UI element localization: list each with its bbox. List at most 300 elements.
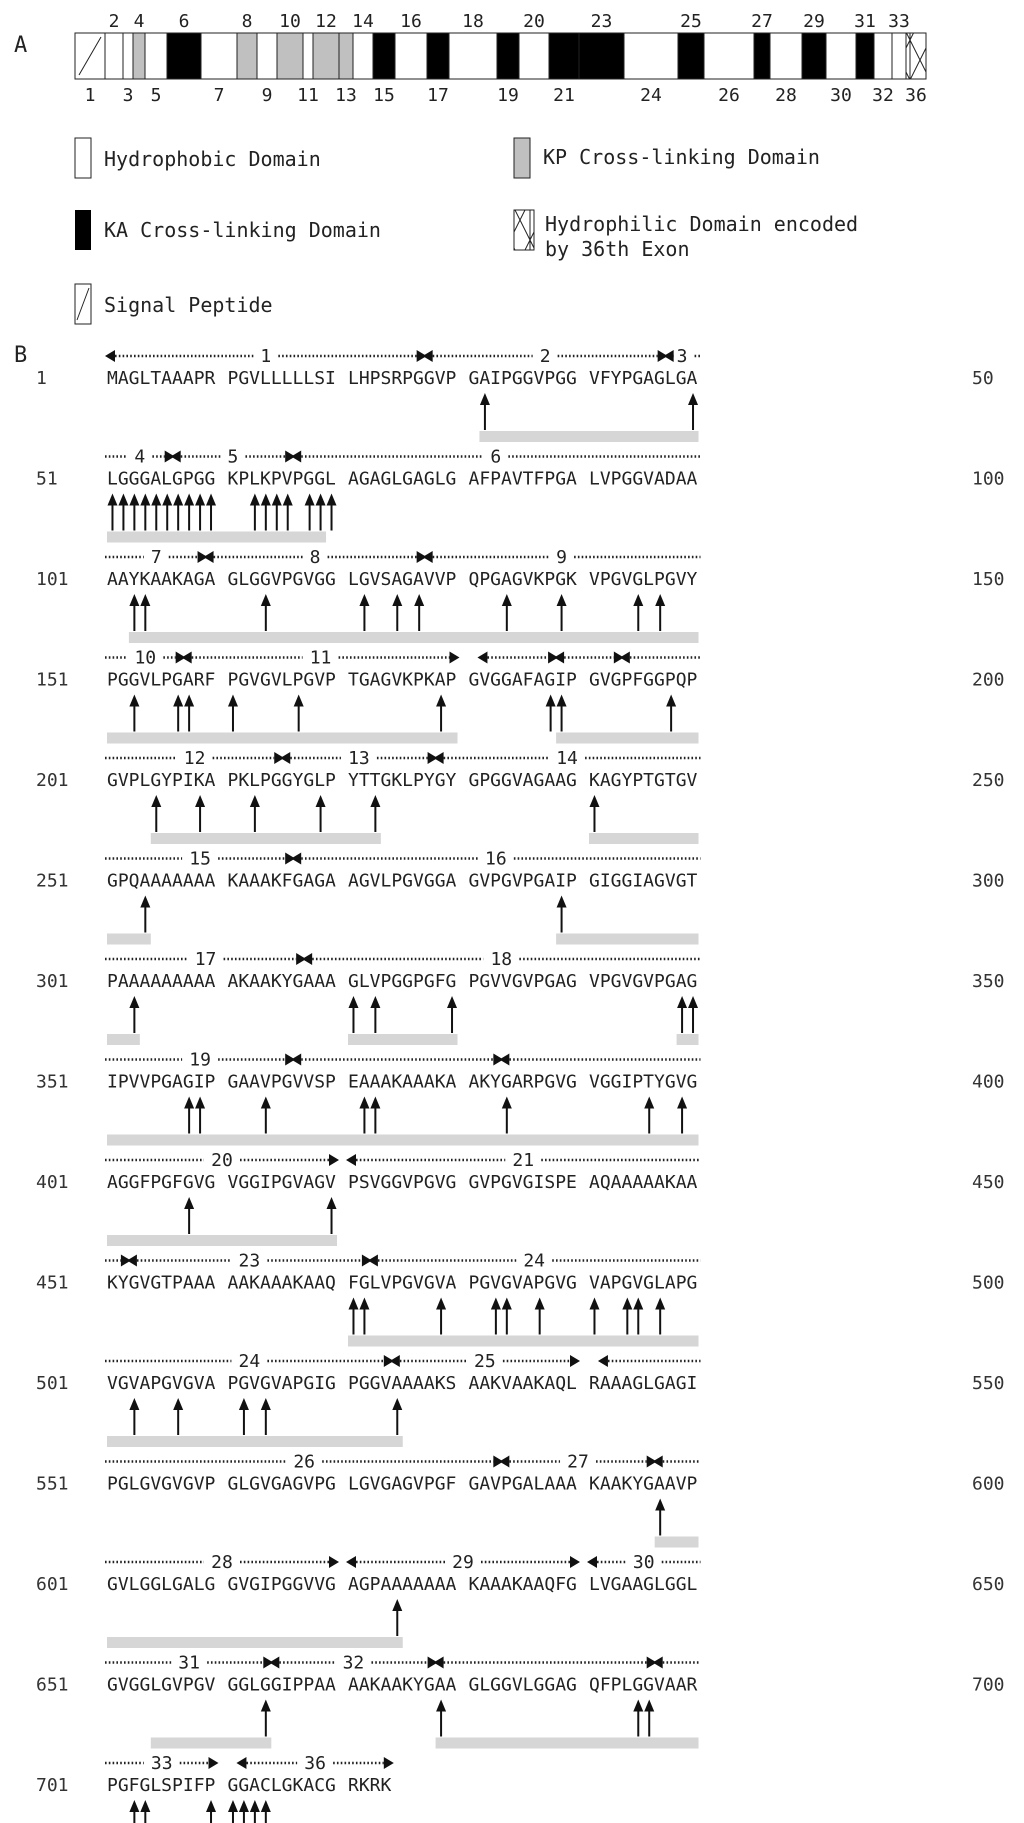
sequence-block: LVPGGVADAA <box>589 468 698 490</box>
row-start-number: 1 <box>36 368 47 389</box>
sequence-row-701 <box>36 1753 394 1823</box>
lysine-arrow <box>140 494 150 531</box>
sequence-block: AGAGLGAGLG <box>348 468 457 490</box>
exon-span-label: 10 <box>134 647 157 669</box>
exon-boundaries <box>105 1653 701 1674</box>
sequence-block: GVPGVPGAIP <box>468 870 577 892</box>
exon-span-label: 17 <box>194 949 217 970</box>
lysine-arrow <box>557 594 567 631</box>
exon-span <box>554 652 624 664</box>
exon-segment-36 <box>906 33 926 79</box>
sequence-block: KAAKYGAAVP <box>589 1473 698 1495</box>
sequence-block: GAVPGALAAA <box>468 1473 577 1495</box>
exon-segment-29 <box>802 33 826 79</box>
sequence-block: PSVGGVPGVG <box>348 1172 457 1193</box>
crosslink-highlight <box>655 1537 699 1548</box>
crosslink-highlight <box>348 1336 699 1347</box>
exon-number-24: 24 <box>640 85 662 106</box>
legend-label-hydrophilic-line2: by 36th Exon <box>545 237 690 261</box>
exon-segment-27 <box>754 33 770 79</box>
sequence-block: AGPAAAAAAA <box>348 1574 457 1595</box>
sequence-block: QPGAGVKPGK <box>468 569 577 590</box>
exon-span-14 <box>434 748 701 769</box>
sequence-block: GLGGVLGGAG <box>468 1674 577 1696</box>
legend-item-ka <box>75 210 381 250</box>
lysine-arrow <box>173 494 183 531</box>
row-start-number: 301 <box>36 971 69 992</box>
lysine-arrow <box>348 996 358 1033</box>
legend-swatch-kp <box>514 138 530 178</box>
sequence-block: GGACLGKACG <box>227 1775 336 1796</box>
lysine-arrow <box>480 393 490 430</box>
sequence-row-51 <box>36 447 1005 543</box>
lysine-arrow <box>184 1097 194 1134</box>
lysine-arrow <box>546 695 556 732</box>
sequence-block: GVGGAFAGIP <box>468 669 577 691</box>
sequence-row-451 <box>36 1251 1005 1347</box>
exon-span-label: 26 <box>293 1451 316 1473</box>
lysine-arrow <box>129 1398 139 1435</box>
crosslink-highlight <box>348 1034 458 1045</box>
exon-number-36: 36 <box>905 85 927 106</box>
exon-span-label: 11 <box>309 647 332 669</box>
lysine-arrow <box>261 594 271 631</box>
exon-segment-1 <box>75 33 105 79</box>
exon-boundaries <box>105 748 701 769</box>
lysine-arrow <box>392 1398 402 1435</box>
lysine-arrow <box>239 1398 249 1435</box>
sequence-block: LGVGAGVPGF <box>348 1473 457 1495</box>
exon-segment-4 <box>133 33 145 79</box>
sequence-block: LVGAAGLGGL <box>589 1574 698 1595</box>
sequence-row-101 <box>36 547 1005 643</box>
exon-boundaries <box>105 346 701 367</box>
crosslink-highlight <box>107 934 151 945</box>
exon-number-17: 17 <box>427 85 449 106</box>
sequence-block: VAPGVGLAPG <box>589 1272 698 1294</box>
sequence-block: GVGPFGGPQP <box>589 669 698 691</box>
exon-number-5: 5 <box>150 85 162 106</box>
exon-segment-30 <box>826 33 856 79</box>
exon-segment-16 <box>395 33 427 79</box>
lysine-arrow <box>261 494 271 531</box>
lysine-arrow <box>261 1398 271 1435</box>
crosslink-highlight <box>129 632 699 643</box>
row-start-number: 451 <box>36 1272 69 1294</box>
lysine-arrow <box>392 594 402 631</box>
row-start-number: 401 <box>36 1172 69 1193</box>
exon-span-9 <box>423 547 701 568</box>
exon-number-27: 27 <box>751 11 773 32</box>
exon-span-13 <box>280 748 437 769</box>
sequence-block: PGVVGVPGAG <box>468 971 577 992</box>
sequence-block: KAAAKAAQFG <box>468 1574 577 1595</box>
exon-span-label: 28 <box>211 1552 233 1573</box>
exon-segment-14 <box>353 33 373 79</box>
row-start-number: 551 <box>36 1473 69 1495</box>
exon-span-1 <box>105 346 427 367</box>
legend-item-hydrophilic <box>514 210 858 261</box>
sequence-block: GGLGGIPPAA <box>227 1674 336 1696</box>
exon-number-2: 2 <box>108 11 120 32</box>
lysine-arrow <box>184 494 194 531</box>
exon-boundaries <box>105 949 701 970</box>
exon-span <box>653 1456 701 1468</box>
lysine-arrow <box>228 695 238 732</box>
row-end-number: 450 <box>972 1172 1005 1193</box>
lysine-arrow <box>151 494 161 531</box>
exon-number-4: 4 <box>133 11 145 32</box>
exon-span-label: 1 <box>260 346 272 367</box>
lysine-arrow <box>261 1700 271 1737</box>
lysine-arrow <box>140 896 150 933</box>
crosslink-highlight <box>677 1034 699 1045</box>
sequence-block: YTTGKLPYGY <box>348 770 457 791</box>
lysine-arrow <box>436 1700 446 1737</box>
exon-span-26 <box>105 1452 503 1473</box>
row-start-number: 701 <box>36 1775 69 1796</box>
sequence-block: PGVGVAPGVG <box>468 1272 577 1294</box>
lysine-arrow <box>129 996 139 1033</box>
lysine-arrow <box>502 1298 512 1335</box>
crosslink-highlight <box>589 833 699 844</box>
exon-span <box>499 1054 700 1066</box>
exon-number-8: 8 <box>241 11 253 32</box>
lysine-arrow <box>129 594 139 631</box>
lysine-arrow <box>688 996 698 1033</box>
exon-span-31 <box>105 1653 273 1674</box>
sequence-block: GAAVPGVVSP <box>227 1071 336 1093</box>
exon-span-11 <box>182 648 460 669</box>
exon-span-8 <box>204 547 427 568</box>
lysine-arrow <box>359 1097 369 1134</box>
exon-number-32: 32 <box>872 85 894 106</box>
exon-span-label: 36 <box>304 1753 326 1774</box>
exon-number-1: 1 <box>84 85 96 106</box>
sequence-block: GVLGGLGALG <box>107 1574 216 1595</box>
lysine-arrow <box>250 795 260 832</box>
lysine-arrow <box>622 1298 632 1335</box>
lysine-arrow <box>129 695 139 732</box>
sequence-row-551 <box>36 1452 1005 1548</box>
exon-span-6 <box>291 447 700 468</box>
exon-span-3 <box>664 346 701 367</box>
exon-span-25 <box>390 1351 580 1372</box>
exon-number-11: 11 <box>297 85 319 106</box>
sequence-block: GIGGIAGVGT <box>589 870 698 892</box>
exon-span-label: 21 <box>512 1150 535 1171</box>
lysine-arrow <box>206 1800 216 1823</box>
lysine-arrow <box>184 1197 194 1234</box>
crosslink-highlight <box>151 1738 271 1749</box>
exon-number-14: 14 <box>352 11 374 32</box>
sequence-block: GPQAAAAAAA <box>107 870 216 892</box>
exon-number-31: 31 <box>854 11 876 32</box>
row-end-number: 150 <box>972 569 1005 590</box>
lysine-arrow <box>370 1097 380 1134</box>
row-end-number: 250 <box>972 770 1005 791</box>
lysine-arrow <box>140 594 150 631</box>
exon-span-label: 30 <box>632 1552 655 1573</box>
exon-span-label: 33 <box>150 1753 173 1774</box>
sequence-block: AQAAAAAKAA <box>589 1172 698 1193</box>
sequence-block: VGVAPGVGVA <box>107 1373 216 1394</box>
row-end-number: 200 <box>972 669 1005 691</box>
sequence-block: LHPSRPGGVP <box>348 368 457 389</box>
sequence-block: PAAAAAAAAA <box>107 971 216 992</box>
exon-span-24 <box>105 1351 394 1372</box>
lysine-arrow <box>491 1298 501 1335</box>
legend-swatch-hydrophilic <box>514 210 534 250</box>
exon-span-23 <box>127 1251 372 1272</box>
exon-span <box>620 652 701 664</box>
lysine-arrow <box>272 494 282 531</box>
row-end-number: 100 <box>972 468 1005 490</box>
exon-span-label: 14 <box>556 748 578 769</box>
exon-segment-17 <box>427 33 449 79</box>
exon-boundaries <box>105 447 701 468</box>
sequence-block: PGLGVGVGVP <box>107 1473 216 1495</box>
exon-span-label: 12 <box>183 748 206 769</box>
row-start-number: 351 <box>36 1071 69 1093</box>
row-end-number: 300 <box>972 870 1005 892</box>
sequence-block: LGVSAGAVVP <box>348 569 457 590</box>
exon-segment-21 <box>549 33 579 79</box>
exon-span-16 <box>291 849 700 870</box>
lysine-arrow <box>557 896 567 933</box>
legend-label-ka: KA Cross-linking Domain <box>104 218 381 242</box>
sequence-block: GPGGVAGAAG <box>468 770 577 791</box>
exon-number-21: 21 <box>553 85 575 106</box>
sequence-block: GVPLGYPIKA <box>107 770 216 791</box>
exon-segment-9 <box>257 33 277 79</box>
sequence-block: EAAAKAAAKA <box>348 1071 457 1093</box>
exon-number-18: 18 <box>462 11 484 32</box>
lysine-arrow <box>655 1499 665 1536</box>
exon-span-label: 23 <box>238 1250 261 1272</box>
lysine-arrow <box>655 594 665 631</box>
exon-number-25: 25 <box>680 11 702 32</box>
exon-segment-31 <box>856 33 874 79</box>
legend-label-hydrophobic: Hydrophobic Domain <box>104 147 321 171</box>
panel-a-label: A <box>14 33 28 58</box>
crosslink-highlight <box>107 1034 140 1045</box>
exon-span-5 <box>171 447 296 468</box>
sequence-block: VPGVGVPGAG <box>589 971 698 992</box>
sequence-block: PKLPGGYGLP <box>227 770 336 791</box>
exon-segment-19 <box>497 33 519 79</box>
sequence-block: FGLVPGVGVA <box>348 1272 457 1294</box>
sequence-row-1 <box>36 346 994 442</box>
exon-number-7: 7 <box>213 85 225 106</box>
lysine-arrow <box>392 1599 402 1636</box>
exon-number-29: 29 <box>803 11 825 32</box>
lysine-arrow <box>589 1298 599 1335</box>
sequence-block: PGVGVAPGIG <box>227 1373 336 1394</box>
exon-span-label: 19 <box>189 1049 211 1071</box>
exon-boundaries <box>105 648 701 669</box>
lysine-arrow <box>666 695 676 732</box>
exon-span-label: 18 <box>490 949 513 970</box>
row-end-number: 500 <box>972 1272 1005 1294</box>
lysine-arrow <box>502 1097 512 1134</box>
row-end-number: 600 <box>972 1473 1005 1495</box>
lysine-arrow <box>359 594 369 631</box>
lysine-arrow <box>316 795 326 832</box>
lysine-arrow <box>118 494 128 531</box>
lysine-arrow <box>359 1298 369 1335</box>
exon-number-9: 9 <box>261 85 273 106</box>
exon-span-label: 16 <box>485 848 507 870</box>
exon-number-33: 33 <box>888 11 910 32</box>
exon-span-36 <box>236 1753 393 1774</box>
row-start-number: 251 <box>36 870 69 892</box>
exon-span-10 <box>105 648 186 669</box>
legend-item-signal <box>75 284 273 324</box>
exon-segment-25 <box>678 33 704 79</box>
crosslink-highlight <box>556 934 698 945</box>
lysine-arrow <box>644 1700 654 1737</box>
exon-segment-8 <box>237 33 257 79</box>
lysine-arrow <box>677 1097 687 1134</box>
exon-span-label: 15 <box>189 848 211 870</box>
lysine-arrow <box>436 695 446 732</box>
sequence-block: GLVPGGPGFG <box>348 971 457 992</box>
lysine-arrow <box>151 795 161 832</box>
exon-span-label: 32 <box>342 1652 365 1674</box>
lysine-arrow <box>162 494 172 531</box>
sequence-block: QFPLGGVAAR <box>589 1674 698 1696</box>
exon-structure-bar <box>75 33 926 79</box>
lysine-arrow <box>557 695 567 732</box>
sequence-block: AGVLPGVGGA <box>348 870 457 892</box>
row-start-number: 51 <box>36 468 58 490</box>
exon-number-16: 16 <box>400 11 422 32</box>
exon-segment-33 <box>892 33 906 79</box>
sequence-block: KAGYPTGTGV <box>589 770 698 791</box>
crosslink-highlight <box>107 1235 337 1246</box>
lysine-arrow <box>173 1398 183 1435</box>
sequence-block: GVPGVGISPE <box>468 1172 577 1193</box>
legend-swatch-ka <box>75 210 91 250</box>
exon-number-23: 23 <box>590 11 613 32</box>
row-start-number: 651 <box>36 1674 69 1696</box>
exon-span-label: 31 <box>178 1652 200 1674</box>
lysine-arrow <box>261 1800 271 1823</box>
sequence-row-301 <box>36 949 1005 1045</box>
exon-span-label: 5 <box>227 446 239 468</box>
exon-span-32 <box>269 1653 437 1674</box>
lysine-arrow <box>502 594 512 631</box>
row-start-number: 601 <box>36 1574 69 1595</box>
sequence-block: PGVLLLLLSI <box>227 368 336 389</box>
exon-number-3: 3 <box>122 85 134 106</box>
crosslink-highlight <box>107 733 458 744</box>
legend-label-kp: KP Cross-linking Domain <box>543 145 820 169</box>
exon-span <box>291 1054 503 1066</box>
exon-span-label: 2 <box>539 346 551 367</box>
sequence-row-201 <box>36 748 1005 844</box>
lysine-arrow <box>414 594 424 631</box>
sequence-row-351 <box>36 1050 1005 1146</box>
exon-number-12: 12 <box>315 11 337 32</box>
sequence-row-151 <box>36 648 1005 744</box>
lysine-arrow <box>370 996 380 1033</box>
lysine-arrow <box>316 494 326 531</box>
exon-segment-7 <box>201 33 237 79</box>
exon-number-13: 13 <box>335 85 357 106</box>
sequence-block: AAYKAAKAGA <box>107 569 216 590</box>
sequence-block: AKAAKYGAAA <box>227 971 336 992</box>
sequence-row-401 <box>36 1150 1005 1246</box>
exon-boundaries <box>105 1552 701 1573</box>
sequence-block: PGGVAAAAKS <box>348 1373 457 1394</box>
exon-span-label: 13 <box>348 748 370 769</box>
panel-b-label: B <box>14 343 28 368</box>
sequence-block: GAIPGGVPGG <box>468 368 577 389</box>
lysine-arrow <box>107 494 117 531</box>
sequence-row-251 <box>36 849 1005 945</box>
sequence-block: AAKAAKYGAA <box>348 1674 457 1696</box>
lysine-arrow <box>633 1298 643 1335</box>
exon-boundaries <box>105 1251 701 1272</box>
lysine-arrow <box>688 393 698 430</box>
sequence-block: PGGVLPGARF <box>107 669 216 691</box>
exon-span <box>598 1355 701 1367</box>
row-end-number: 400 <box>972 1071 1005 1093</box>
sequence-block: PGVGVLPGVP <box>227 669 336 691</box>
lysine-arrow <box>250 1800 260 1823</box>
exon-span-15 <box>105 849 295 870</box>
exon-span-label: 6 <box>490 446 502 468</box>
row-start-number: 201 <box>36 770 69 791</box>
lysine-arrow <box>195 494 205 531</box>
exon-boundaries <box>105 1753 394 1774</box>
crosslink-highlight <box>107 1135 699 1146</box>
sequence-block: VGGIPGVAGV <box>227 1172 336 1193</box>
row-end-number: 650 <box>972 1574 1005 1595</box>
exon-segment-20 <box>519 33 549 79</box>
lysine-arrow <box>250 494 260 531</box>
lysine-arrow <box>633 1700 643 1737</box>
sequence-block: RKRK <box>348 1775 392 1796</box>
exon-segment-5 <box>145 33 167 79</box>
lysine-arrow <box>644 1097 654 1134</box>
sequence-block: GVGIPGGVVG <box>227 1574 336 1595</box>
lysine-arrow <box>184 695 194 732</box>
sequence-row-651 <box>36 1653 1005 1749</box>
exon-span-27 <box>499 1452 656 1473</box>
lysine-arrow <box>327 494 337 531</box>
row-start-number: 501 <box>36 1373 69 1394</box>
exon-segment-3 <box>123 33 133 79</box>
lysine-arrow <box>677 996 687 1033</box>
exon-segment-2 <box>105 33 123 79</box>
exon-span-label: 24 <box>238 1351 261 1372</box>
row-end-number: 350 <box>972 971 1005 992</box>
exon-span-label: 9 <box>556 547 567 568</box>
exon-span-label: 27 <box>567 1451 589 1473</box>
exon-span <box>653 1657 701 1669</box>
exon-span-29 <box>346 1552 580 1573</box>
exon-number-20: 20 <box>523 11 545 32</box>
row-start-number: 101 <box>36 569 69 590</box>
exon-number-6: 6 <box>178 11 190 32</box>
exon-span-label: 20 <box>211 1150 233 1171</box>
exon-segment-28 <box>770 33 802 79</box>
exon-span-30 <box>587 1552 701 1573</box>
exon-span-19 <box>105 1050 295 1071</box>
